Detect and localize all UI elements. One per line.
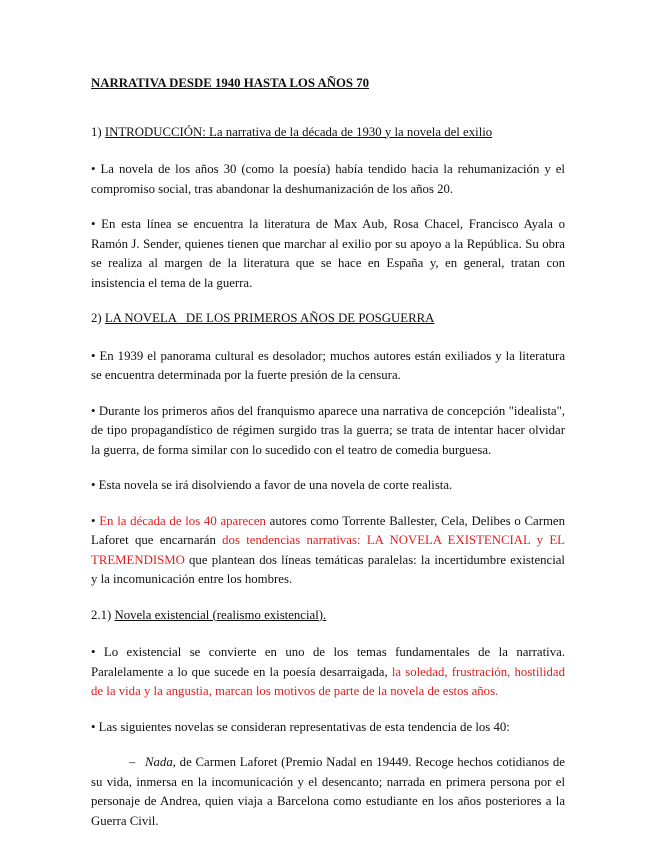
section-label: INTRODUCCIÓN: [104, 124, 203, 139]
document-title: NARRATIVA DESDE 1940 HASTA LOS AÑOS 70: [91, 76, 370, 90]
section-heading-posguerra: [91, 309, 565, 329]
book-title: Nada: [145, 755, 173, 769]
body-text: • Lo existencial se convierte en uno de los temas fundamentales de la narrativa. Paralelamente a lo que sucede en la poesía desarraigada,: [91, 645, 565, 679]
body-text: , de Carmen Laforet (Premio Nadal en 19449. Recoge hechos cotidianos de su vida, inmersa en la incomunicación y el desencanto; narrada en primera persona por el personaje de Andrea, quien viaja a Barcelona como estudiante en los años posteriores a la Guerra Civil.: [91, 755, 565, 828]
paragraph-corte-realista: • Esta novela se irá disolviendo a favor de una novela de corte realista.: [91, 478, 453, 492]
list-item-nada: [91, 753, 565, 831]
section-subtitle: : La narrativa de la década de 1930 y la novela del exilio: [202, 124, 493, 139]
body-text: autores como Torrente Ballester, Cela, Delibes o Carmen Laforet que encarnarán: [91, 513, 565, 547]
section-heading-introduccion: [91, 123, 565, 143]
paragraph-panorama-1939: • En 1939 el panorama cultural es desolador; muchos autores están exiliados y la literatura se encuentra determinada por la fuerte presión de la censura.: [91, 348, 565, 382]
section-label: Novela existencial (realismo existencial).: [114, 607, 327, 622]
dash-bullet: –: [129, 755, 136, 769]
bullet: •: [91, 513, 100, 528]
paragraph-novelas-representativas: • Las siguientes novelas se consideran representativas de esta tendencia de los 40:: [91, 719, 510, 734]
section-label: LA NOVELA DE LOS PRIMEROS AÑOS DE POSGUERRA: [104, 311, 435, 325]
highlight-text: En la década de los 40 aparecen: [99, 513, 266, 528]
paragraph-narrativa-idealista: • Durante los primeros años del franquismo aparece una narrativa de concepción "idealista", de tipo propagandístico de régimen surgido tras la guerra; se trata de intentar hacer olvidar la guerra, de forma similar con lo sucedido con el teatro de comedia burguesa.: [91, 403, 565, 457]
section-number: 2): [91, 311, 105, 325]
paragraph-literatura-exilio: • En esta línea se encuentra la literatura de Max Aub, Rosa Chacel, Francisco Ayala o Ramón J. Sender, quienes tienen que marchar al exilio por su apoyo a la República. Su obra se realiza al margen de la literatura que se hace en España y, en general, tratan con insistencia el tema de la guerra.: [91, 217, 565, 290]
paragraph-lo-existencial: [91, 643, 565, 702]
section-heading-novela-existencial: [91, 606, 565, 626]
body-text: que plantean dos líneas temáticas paralelas: la incertidumbre existencial y la incomunicación entre los hombres.: [91, 552, 565, 586]
highlight-text: la soledad, frustración, hostilidad de la vida y la angustia, marcan los motivos de parte de la novela de estos años.: [91, 664, 565, 698]
paragraph-decada-40: [91, 512, 565, 590]
document-body: [91, 74, 565, 847]
section-number: 2.1): [91, 607, 115, 622]
highlight-text: dos tendencias narrativas: LA NOVELA EXISTENCIAL y EL TREMENDISMO: [91, 533, 565, 567]
paragraph-novela-anos-30: • La novela de los años 30 (como la poesía) había tendido hacia la rehumanización y el compromiso social, tras abandonar la deshumanización de los años 20.: [91, 162, 565, 196]
section-number: 1): [91, 124, 105, 139]
